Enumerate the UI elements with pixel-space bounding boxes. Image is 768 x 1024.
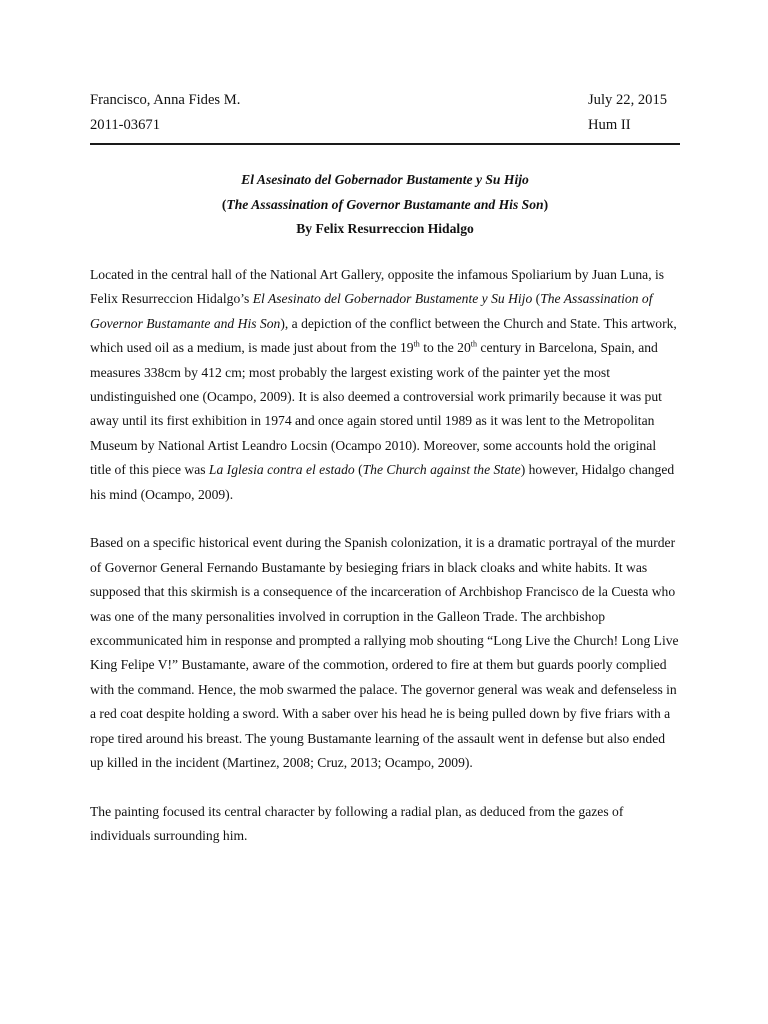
author-name: Francisco, Anna Fides M. [90,92,241,108]
title-line-english [90,193,680,218]
paragraph-1-text: century in Barcelona, Spain, and measures 338cm by 412 cm; most probably the largest existing work of the painter yet the most undistinguished one (Ocampo, 2009). It is also deemed a controversial work primarily because it was put away until its first exhibition in 1974 and once again stored until 1989 as it was lent to the Metropolitan Museum by National Artist Leandro Locsin (Ocampo 2010). Moreover, some accounts hold the original title of this piece was [90,340,662,478]
artwork-title-english: The Assassination of Governor Bustamante and His Son [90,291,653,331]
title-byline: By Felix Resurreccion Hidalgo [296,221,474,236]
ordinal-suffix: th [470,339,478,349]
paragraph-1-text: ), a depiction of the conflict between the Church and State. This artwork, which used oil as a medium, is made just about from the 19 [90,315,677,356]
paragraph-1-text: ( [354,462,363,478]
paragraph-2: Based on a specific historical event during the Spanish colonization, it is a dramatic portrayal of the murder of Governor General Fernando Bustamante by besieging friars in black cloaks and white habits. It was supposed that this skirmish is a consequence of the incarceration of Archbishop Francisco de la Cuesta who was one of the many personalities involved in corruption in the Galleon Trade. The archbishop excommunicated him in response and prompted a rallying mob shouting “Long Live the Church! Long Live King Felipe V!” Bustamante, aware of the commotion, ordered to fire at them but guards poorly complied with the command. Hence, the mob swarmed the palace. The governor general was weak and defenseless in a red coat despite holding a sword. With a saber over his head he is being pulled down by five friars with a rope tired around his breast. The young Bustamante learning of the assault went in defense but also ended up killed in the incident (Martinez, 2008; Cruz, 2013; Ocampo, 2009). [90,535,679,771]
title-spanish: El Asesinato del Gobernador Bustamente y Su Hijo [241,172,529,187]
title-open-paren: ( [221,196,227,212]
document-header [90,88,680,138]
header-divider [90,143,680,145]
document-title [90,168,680,242]
title-line-spanish [90,168,680,193]
paragraph-1-text: Located in the central hall of the National Art Gallery, opposite the infamous Spoliarium by Juan Luna, is Felix Resurreccion Hidalgo’s [90,267,665,307]
original-title-english: The Church against the State [362,462,521,478]
original-title-spanish: La Iglesia contra el estado [208,462,355,478]
document-body [90,263,680,873]
title-english: The Assassination of Governor Bustamante and His Son [226,196,544,212]
header-row-1 [90,88,680,113]
paragraph-1-text: to the 20 [419,340,471,356]
student-id: 2011-03671 [90,117,160,133]
paragraph-1-text: ( [532,291,541,307]
course-name: Hum II [588,117,631,133]
paragraph-1-text: ) however, Hidalgo changed his mind (Ocampo, 2009). [90,462,675,502]
paragraph-1 [90,263,680,507]
document-date: July 22, 2015 [588,92,668,108]
ordinal-suffix: th [413,339,420,349]
title-close-paren: ) [543,196,549,212]
header-row-2 [90,113,680,138]
artwork-title-spanish: El Asesinato del Gobernador Bustamente y Su Hijo [252,291,533,307]
paragraph-3: The painting focused its central character by following a radial plan, as deduced from the gazes of individuals surrounding him. [90,803,624,844]
